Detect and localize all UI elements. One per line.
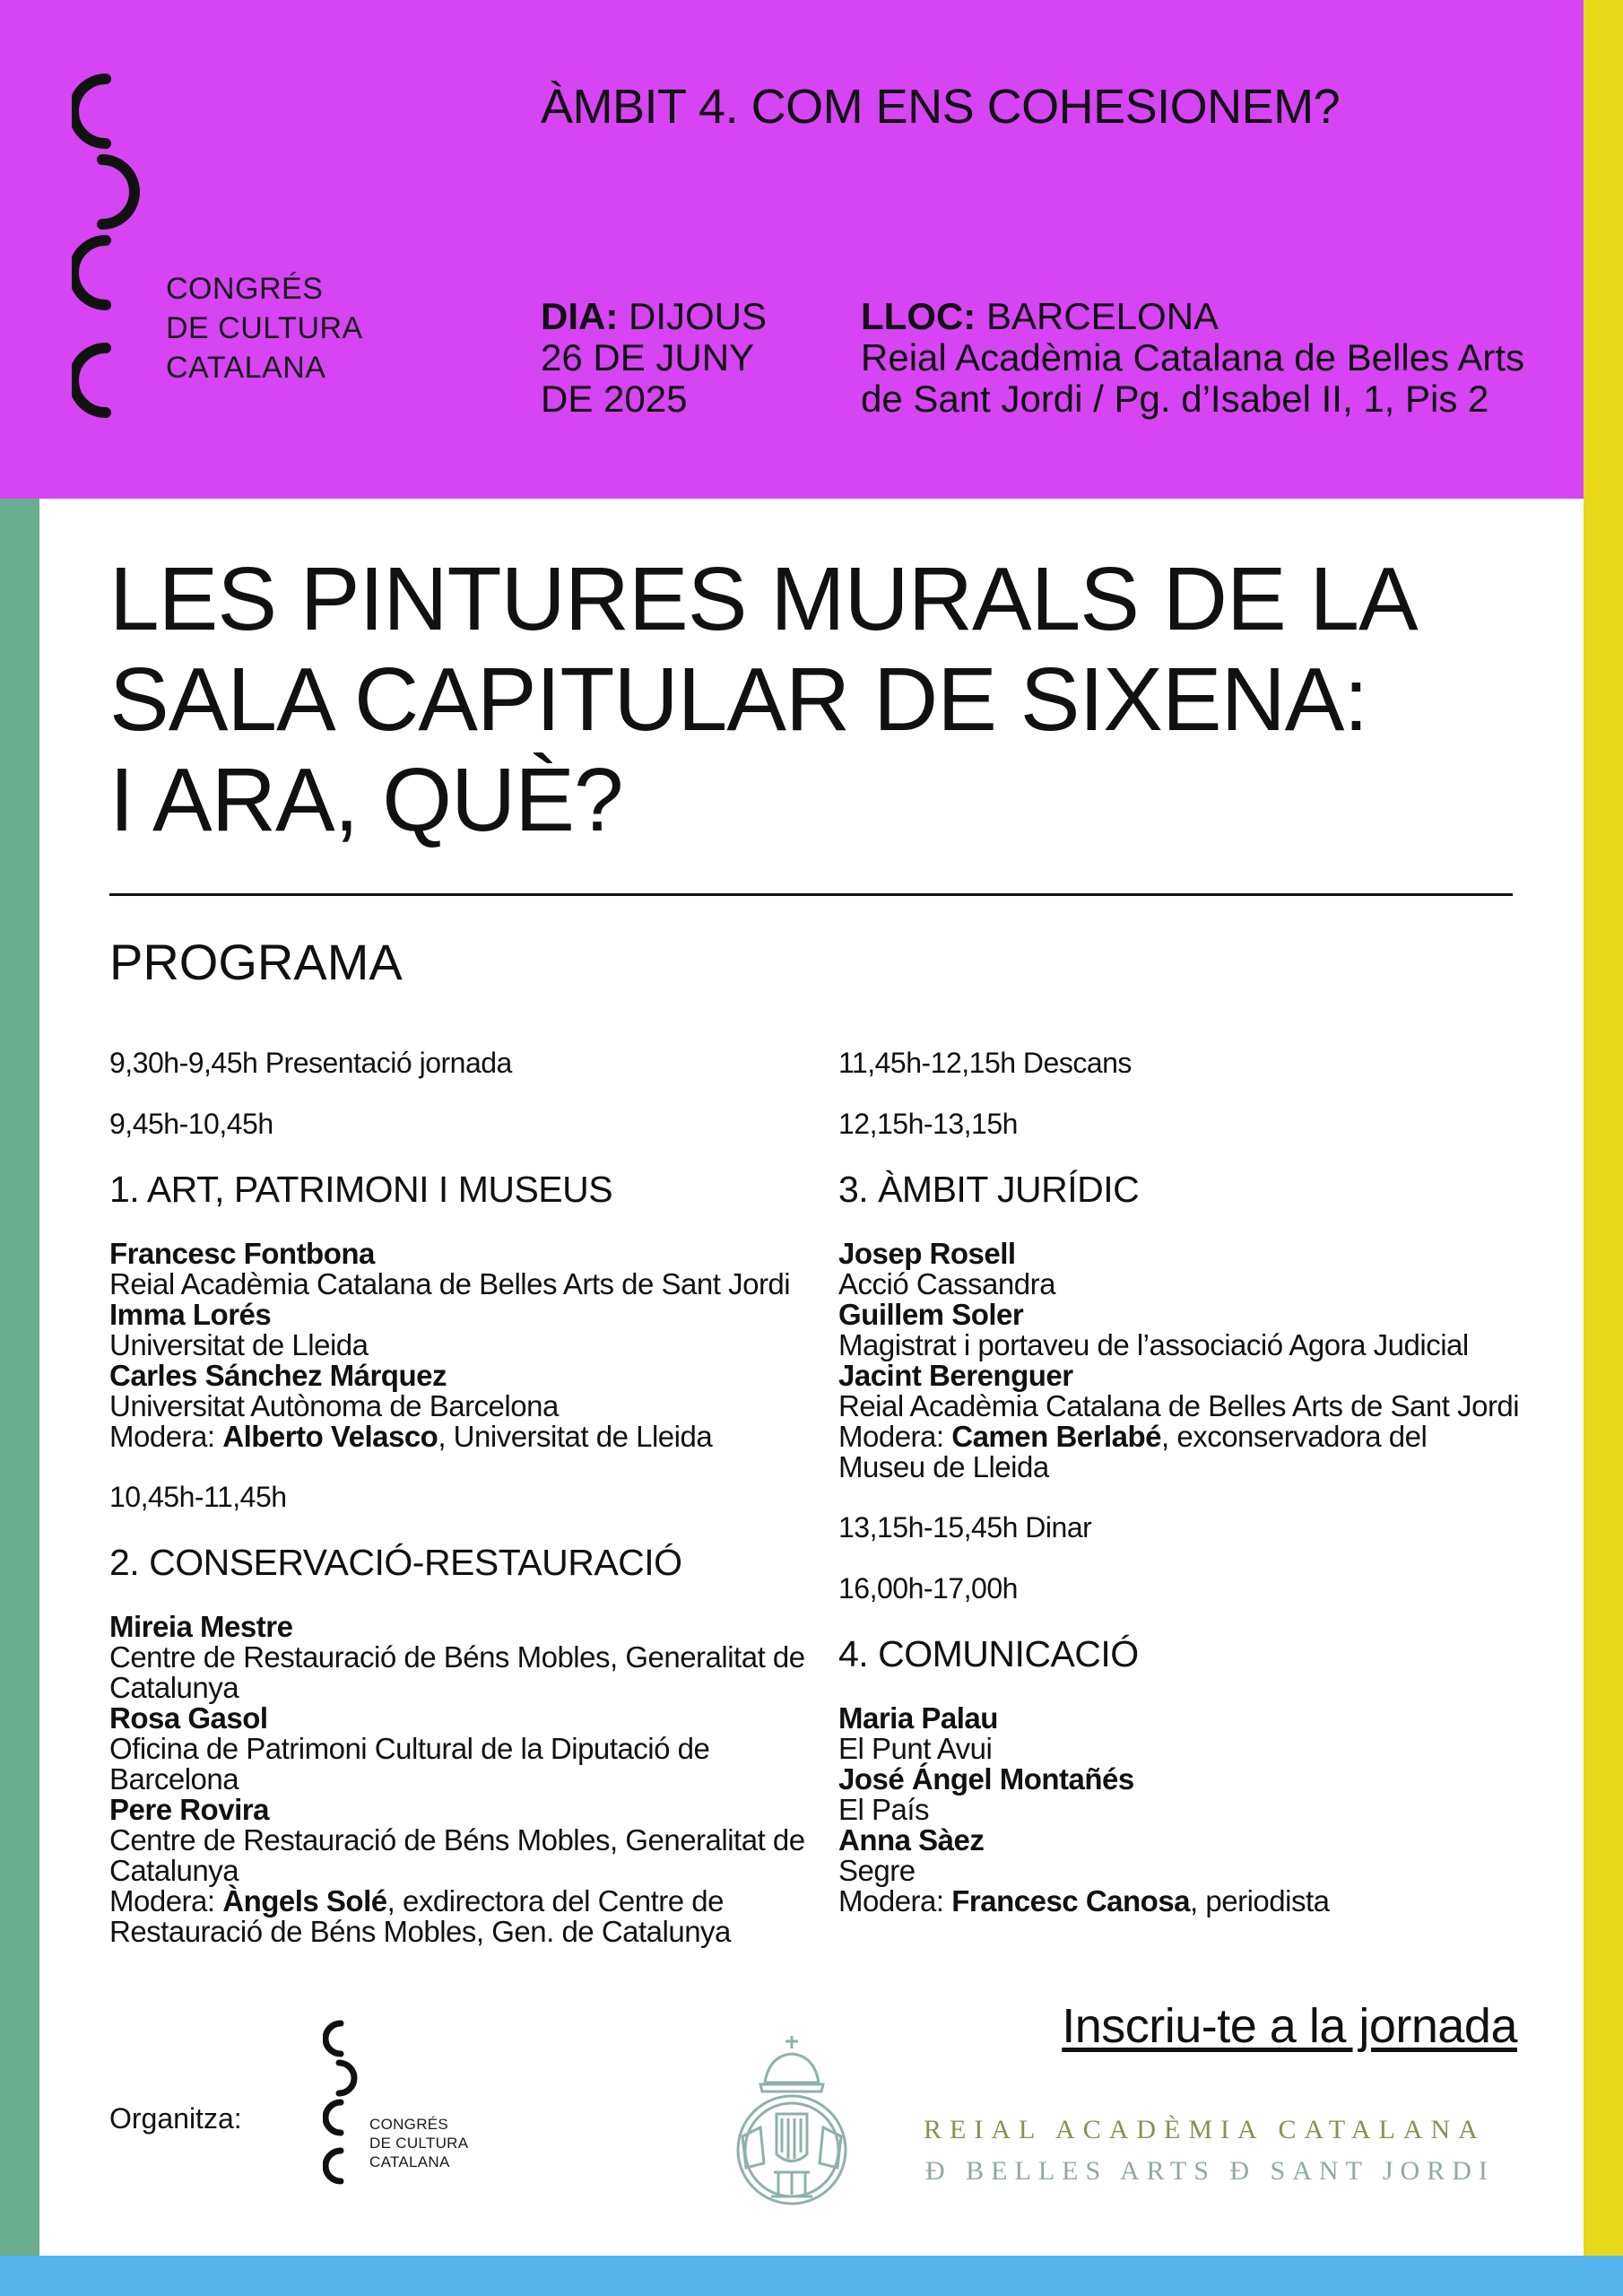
moderator-label: Modera:	[109, 1420, 215, 1453]
organizer-label: Organitza:	[109, 2102, 242, 2135]
logo-line-3: CATALANA	[369, 2153, 450, 2170]
section-heading: 2. CONSERVACIÓ-RESTAURACIÓ	[109, 1542, 682, 1583]
speaker-name: Mireia Mestre	[109, 1610, 293, 1643]
event-location	[861, 296, 1524, 420]
title-line-1: LES PINTURES MURALS DE LA	[109, 549, 1418, 649]
speaker-name: Francesc Fontbona	[109, 1237, 375, 1270]
moderator-name: Àngels Solé	[222, 1884, 387, 1918]
moderator-label: Modera:	[838, 1884, 944, 1918]
speaker-name: Jacint Berenguer	[838, 1359, 1073, 1392]
ambit-heading: ÀMBIT 4. COM ENS COHESIONEM?	[541, 80, 1341, 134]
speaker-affiliation: Acció Cassandra	[838, 1267, 1055, 1300]
moderator-affiliation: , exconservadora del Museu de Lleida	[838, 1420, 1428, 1483]
time-slot: 11,45h-12,15h Descans	[838, 1047, 1132, 1079]
speaker-affiliation: Reial Acadèmia Catalana de Belles Arts de Sant Jordi	[109, 1267, 791, 1300]
section-heading: 1. ART, PATRIMONI I MUSEUS	[109, 1169, 613, 1210]
time-slot: 12,15h-13,15h	[838, 1108, 1018, 1140]
speaker-list	[838, 1703, 1556, 1917]
speaker-name: Carles Sánchez Márquez	[109, 1359, 447, 1392]
moderator-affiliation: , Universitat de Lleida	[438, 1420, 713, 1453]
speaker-affiliation: El Punt Avui	[838, 1732, 993, 1765]
right-color-band	[1584, 0, 1623, 2256]
speaker-name: Pere Rovira	[109, 1793, 269, 1826]
event-title	[109, 549, 1418, 850]
speaker-affiliation: El País	[838, 1793, 930, 1826]
moderator-name: Francesc Canosa	[951, 1884, 1191, 1918]
title-line-2: SALA CAPITULAR DE SIXENA:	[109, 649, 1368, 750]
congres-logo-small-icon	[323, 2020, 377, 2199]
moderator-line	[109, 1422, 827, 1452]
speaker-list	[838, 1239, 1556, 1483]
bottom-color-band	[0, 2256, 1623, 2296]
event-date	[541, 296, 767, 420]
academy-crest-icon	[725, 2029, 859, 2208]
register-link[interactable]: Inscriu-te a la jornada	[1062, 1999, 1517, 2053]
logo-line-1: CONGRÉS	[166, 272, 324, 306]
speaker-name: Imma Lorés	[109, 1298, 272, 1331]
dia-label: DIA:	[541, 295, 619, 337]
speaker-affiliation: Oficina de Patrimoni Cultural de la Diputació de Barcelona	[109, 1732, 710, 1796]
speaker-name: Guillem Soler	[838, 1298, 1024, 1331]
moderator-name: Camen Berlabé	[951, 1420, 1161, 1453]
programa-column-right	[838, 1045, 1556, 1944]
dia-line-2: 26 DE JUNY	[541, 336, 755, 378]
lloc-line-3: de Sant Jordi / Pg. d’Isabel II, 1, Pis 2	[861, 378, 1489, 420]
section-heading: 3. ÀMBIT JURÍDIC	[838, 1169, 1140, 1210]
lloc-label: LLOC:	[861, 295, 976, 337]
speaker-affiliation: Reial Acadèmia Catalana de Belles Arts de Sant Jordi	[838, 1389, 1520, 1422]
logo-line-3: CATALANA	[166, 351, 326, 385]
lloc-line-1: BARCELONA	[985, 295, 1219, 337]
speaker-name: Rosa Gasol	[109, 1701, 268, 1735]
speaker-affiliation: Universitat de Lleida	[109, 1328, 369, 1361]
programa-heading: PROGRAMA	[109, 934, 403, 990]
moderator-line	[109, 1886, 809, 1947]
time-slot: 16,00h-17,00h	[838, 1572, 1018, 1605]
moderator-label: Modera:	[838, 1420, 944, 1453]
left-color-band	[0, 499, 39, 2256]
congres-logo-text	[166, 269, 363, 387]
time-slot: 9,30h-9,45h Presentació jornada	[109, 1047, 512, 1079]
logo-line-2: DE CULTURA	[166, 311, 363, 345]
academy-name-line-2: Ð BELLES ARTS Ð SANT JORDI	[925, 2156, 1495, 2186]
speaker-name: Anna Sàez	[838, 1823, 985, 1857]
speaker-affiliation: Segre	[838, 1854, 916, 1887]
moderator-label: Modera:	[109, 1884, 215, 1918]
congres-logo-small	[323, 2020, 502, 2199]
speaker-list	[109, 1239, 827, 1452]
section-heading: 4. COMUNICACIÓ	[838, 1633, 1139, 1674]
congres-logo-small-text	[369, 2115, 468, 2171]
moderator-name: Alberto Velasco	[222, 1420, 438, 1453]
moderator-affiliation: , exdirectora del Centre de Restauració de Béns Mobles, Gen. de Catalunya	[109, 1884, 731, 1948]
time-slot: 13,15h-15,45h Dinar	[838, 1511, 1092, 1544]
congres-logo	[72, 70, 377, 429]
dia-line-1: DIJOUS	[629, 295, 768, 337]
moderator-affiliation: , periodista	[1190, 1884, 1330, 1918]
academy-name-line-1: REIAL ACADÈMIA CATALANA	[924, 2115, 1486, 2144]
logo-line-1: CONGRÉS	[369, 2116, 449, 2133]
speaker-name: Josep Rosell	[838, 1237, 1016, 1270]
speaker-affiliation: Universitat Autònoma de Barcelona	[109, 1389, 559, 1422]
title-divider	[109, 893, 1513, 896]
title-line-3: I ARA, QUÈ?	[109, 750, 623, 850]
speaker-list	[109, 1612, 809, 1947]
speaker-name: Maria Palau	[838, 1701, 998, 1735]
dia-line-3: DE 2025	[541, 378, 688, 420]
speaker-affiliation: Centre de Restauració de Béns Mobles, Generalitat de Catalunya	[109, 1823, 805, 1887]
speaker-affiliation: Magistrat i portaveu de l’associació Agora Judicial	[838, 1328, 1469, 1361]
moderator-line	[838, 1422, 1484, 1483]
programa-column-left	[109, 1045, 827, 1974]
speaker-affiliation: Centre de Restauració de Béns Mobles, Generalitat de Catalunya	[109, 1640, 805, 1704]
logo-line-2: DE CULTURA	[369, 2135, 469, 2152]
time-slot: 9,45h-10,45h	[109, 1108, 273, 1140]
time-slot: 10,45h-11,45h	[109, 1481, 287, 1513]
moderator-line	[838, 1886, 1556, 1917]
speaker-name: José Ángel Montañés	[838, 1762, 1134, 1796]
lloc-line-2: Reial Acadèmia Catalana de Belles Arts	[861, 336, 1525, 378]
